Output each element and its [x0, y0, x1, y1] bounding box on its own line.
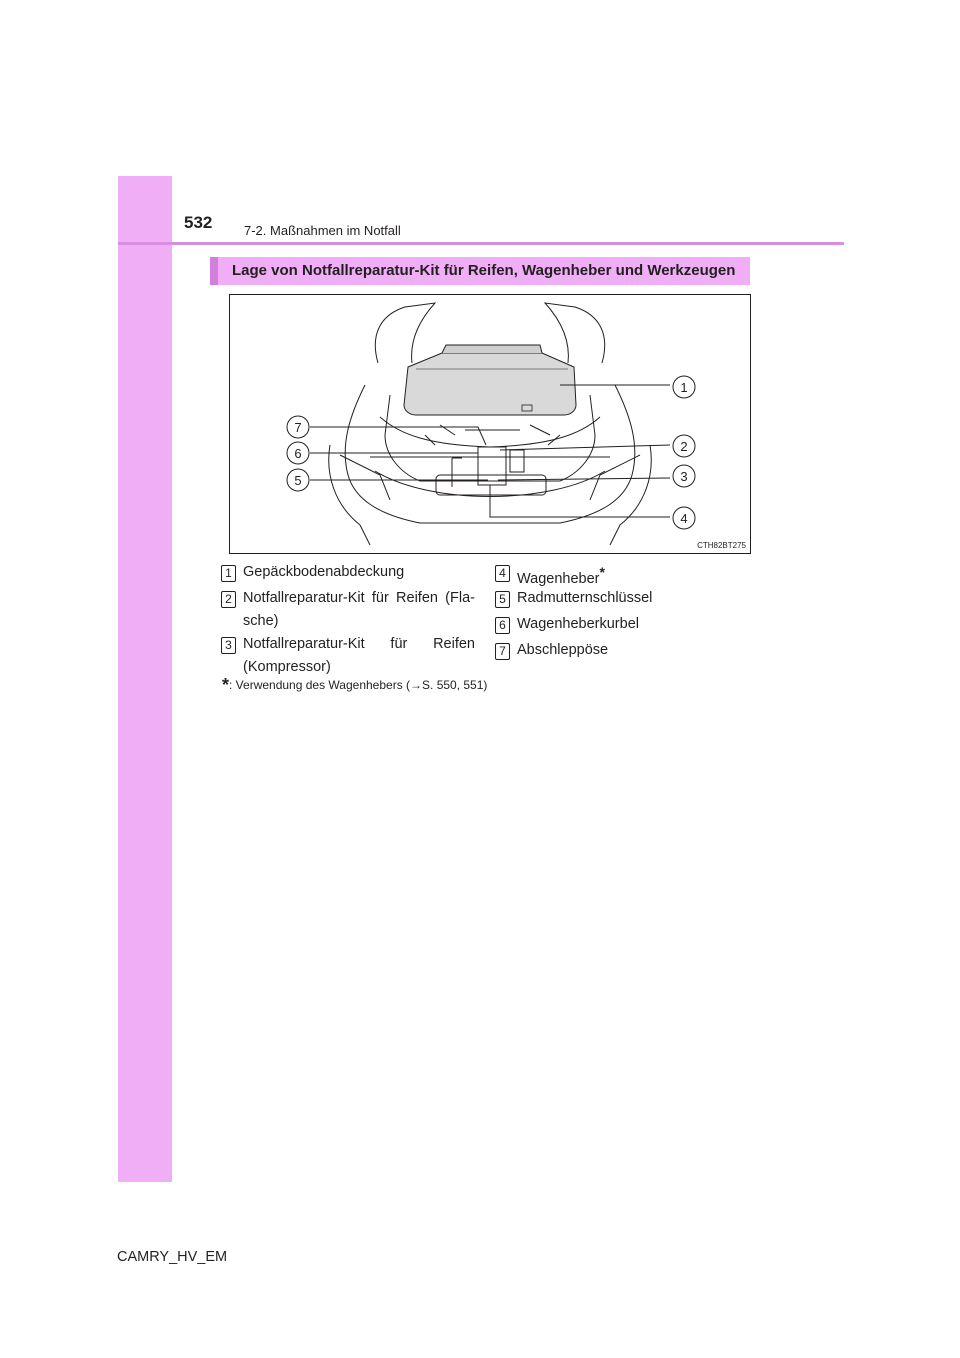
legend-number: 6 — [495, 617, 510, 634]
callout-6: 6 — [294, 446, 302, 461]
callout-4: 4 — [680, 511, 688, 526]
car-trunk-drawing — [230, 295, 750, 553]
section-heading: Lage von Notfallreparatur-Kit für Reifen, Wagenheber und Werkzeugen — [232, 262, 736, 279]
footer-model-code: CAMRY_HV_EM — [117, 1249, 228, 1265]
legend-number: 3 — [221, 637, 236, 654]
figure-code: CTH82BT275 — [697, 541, 746, 550]
legend-number: 5 — [495, 591, 510, 608]
legend-label: Wagenheber — [517, 571, 600, 587]
callout-5: 5 — [294, 473, 302, 488]
legend-label: Notfallreparatur-Kit für Reifen — [243, 636, 475, 652]
section-heading-bar — [210, 257, 750, 285]
callout-2: 2 — [680, 439, 688, 454]
legend-label: Radmutternschlüssel — [517, 590, 653, 606]
sidebar-tab — [118, 176, 172, 1182]
callout-7: 7 — [294, 420, 302, 435]
legend-label: Gepäckbodenabdeckung — [243, 564, 405, 580]
footnote-mark: * — [599, 564, 605, 580]
footnote-text: : Verwendung des Wagenhebers (→S. 550, 551) — [229, 678, 488, 692]
legend-number: 2 — [221, 591, 236, 608]
legend-label: Notfallreparatur-Kit für Reifen (Fla- — [243, 590, 475, 606]
section-title: 7-2. Maßnahmen im Notfall — [244, 223, 401, 238]
legend-label-continued: (Kompressor) — [243, 659, 331, 675]
legend-label-continued: sche) — [243, 613, 279, 629]
legend-number: 7 — [495, 643, 510, 660]
callout-3: 3 — [680, 469, 688, 484]
legend-label: Abschleppöse — [517, 642, 609, 658]
footnote — [222, 675, 487, 696]
legend-number: 4 — [495, 565, 510, 582]
page-number: 532 — [184, 213, 213, 232]
callout-1: 1 — [680, 380, 688, 395]
footnote-star: * — [222, 675, 230, 695]
legend-number: 1 — [221, 565, 236, 582]
trunk-illustration — [229, 294, 751, 554]
header-divider — [118, 242, 844, 245]
legend-label: Wagenheberkurbel — [517, 616, 639, 632]
